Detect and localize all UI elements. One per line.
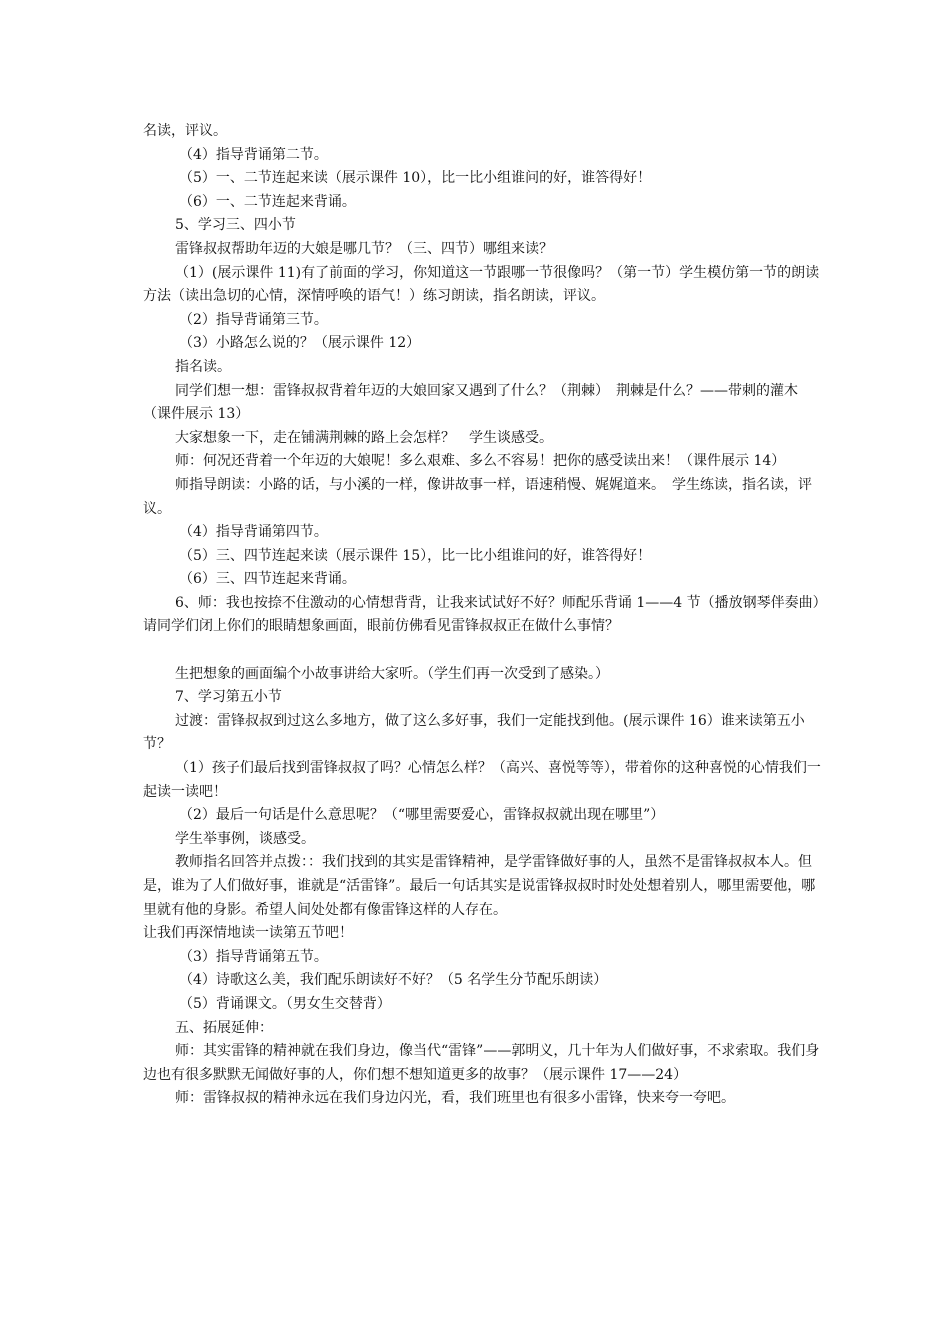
blank-line bbox=[143, 639, 821, 663]
paragraph: 五、拓展延伸： bbox=[175, 1019, 273, 1036]
paragraph: 名读，评议。 bbox=[143, 123, 227, 139]
paragraph: 过渡：雷锋叔叔到过这么多地方，做了这么多好事，我们一定能找到他。(展示课件 16）谁来读第五小节？ bbox=[143, 712, 805, 753]
paragraph: （5）三、四节连起来读（展示课件 15），比一比小组谁问的好，谁答得好！ bbox=[179, 547, 652, 564]
paragraph: （4）指导背诵第二节。 bbox=[179, 146, 328, 163]
paragraph: （6）一、二节连起来背诵。 bbox=[179, 193, 356, 210]
paragraph: 6、师：我也按捺不住激动的心情想背背，让我来试试好不好？师配乐背诵 1——4 节（播放钢琴伴奏曲）请同学们闭上你们的眼睛想象画面，眼前仿佛看见雷锋叔叔正在做什么事情？ bbox=[143, 594, 820, 635]
paragraph: 7、学习第五小节 bbox=[175, 689, 282, 706]
paragraph: 指名读。 bbox=[175, 358, 231, 375]
document-body bbox=[143, 120, 821, 1111]
paragraph: 生把想象的画面编个小故事讲给大家听。（学生们再一次受到了感染。） bbox=[175, 665, 609, 682]
paragraph: （5）背诵课文。（男女生交替背） bbox=[179, 995, 391, 1012]
paragraph: 学生举事例，谈感受。 bbox=[175, 830, 315, 847]
paragraph: （6）三、四节连起来背诵。 bbox=[179, 571, 356, 588]
paragraph: （3）指导背诵第五节。 bbox=[179, 948, 328, 965]
paragraph: （5）一、二节连起来读（展示课件 10），比一比小组谁问的好，谁答得好！ bbox=[179, 170, 652, 187]
paragraph: （1）(展示课件 11)有了前面的学习，你知道这一节跟哪一节很像吗？（第一节）学生模仿第一节的朗读方法（读出急切的心情，深情呼唤的语气！）练习朗读，指名朗读，评议。 bbox=[143, 264, 820, 305]
paragraph: （3）小路怎么说的？（展示课件 12） bbox=[179, 335, 421, 352]
paragraph: （2）指导背诵第三节。 bbox=[179, 311, 328, 328]
paragraph: 师：雷锋叔叔的精神永远在我们身边闪光，看，我们班里也有很多小雷锋，快来夸一夸吧。 bbox=[175, 1090, 735, 1107]
paragraph: 大家想象一下，走在铺满荆棘的路上会怎样？ 学生谈感受。 bbox=[175, 429, 553, 446]
paragraph: （4）指导背诵第四节。 bbox=[179, 524, 328, 541]
paragraph: 师：何况还背着一个年迈的大娘呢！多么艰难、多么不容易！把你的感受读出来！（课件展示 14） bbox=[175, 453, 786, 470]
paragraph: 师：其实雷锋的精神就在我们身边，像当代“雷锋”——郭明义，几十年为人们做好事，不求索取。我们身边也有很多默默无闻做好事的人，你们想不想知道更多的故事？（展示课件 17——24） bbox=[143, 1043, 820, 1083]
paragraph: 教师指名回答并点拨：：我们找到的其实是雷锋精神，是学雷锋做好事的人，虽然不是雷锋叔叔本人。但是，谁为了人们做好事，谁就是“活雷锋”。最后一句话其实是说雷锋叔叔时时处处想着别人，哪里需要他，哪里就有他的身影。希望人间处处都有像雷锋这样的人存在。 bbox=[143, 854, 816, 918]
paragraph: 同学们想一想：雷锋叔叔背着年迈的大娘回家又遇到了什么？（荆棘） 荆棘是什么？——带刺的灌木（课件展示 13） bbox=[143, 382, 798, 423]
paragraph: （1）孩子们最后找到雷锋叔叔了吗？心情怎么样？（高兴、喜悦等等），带着你的这种喜悦的心情我们一起读一读吧！ bbox=[143, 760, 821, 800]
paragraph: 师指导朗读：小路的话，与小溪的一样，像讲故事一样，语速稍慢、娓娓道来。 学生练读，指名读，评议。 bbox=[143, 476, 812, 517]
paragraph: 让我们再深情地读一读第五节吧！ bbox=[143, 925, 353, 942]
paragraph: （4）诗歌这么美，我们配乐朗读好不好？（5 名学生分节配乐朗读） bbox=[179, 972, 608, 989]
paragraph: 雷锋叔叔帮助年迈的大娘是哪几节？（三、四节）哪组来读？ bbox=[175, 240, 553, 257]
paragraph: （2）最后一句话是什么意思呢？（“哪里需要爱心，雷锋叔叔就出现在哪里”） bbox=[179, 807, 665, 824]
paragraph: 5、学习三、四小节 bbox=[175, 217, 296, 234]
